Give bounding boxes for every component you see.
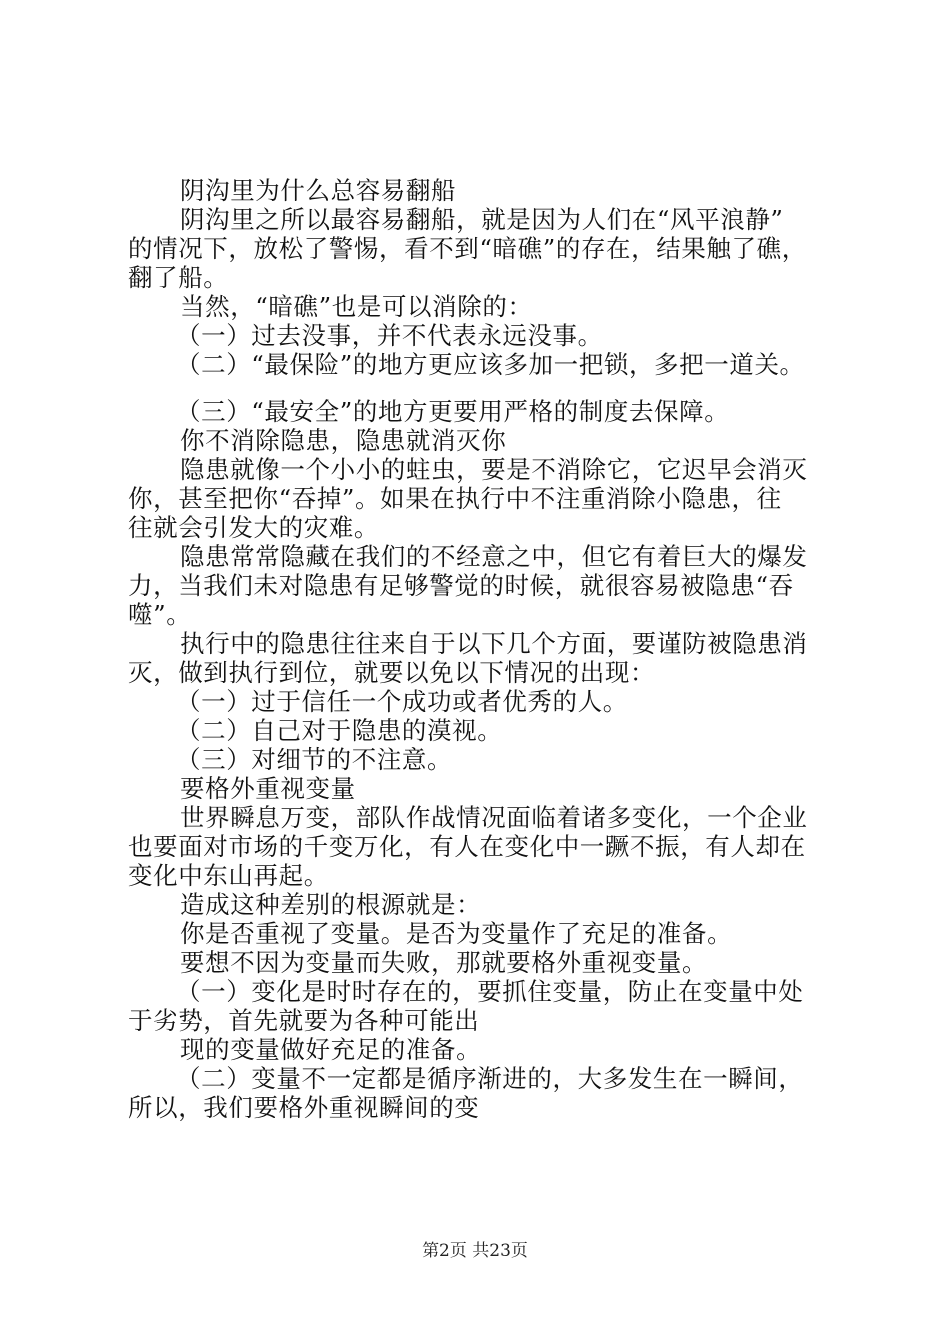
paragraph-line: 的情况下，放松了警惕，看不到“暗礁”的存在，结果触了礁，	[128, 234, 807, 263]
paragraph-line: 力，当我们未对隐患有足够警觉的时候，就很容易被隐患“吞	[128, 571, 794, 600]
paragraph-line: 也要面对市场的千变万化，有人在变化中一蹶不振，有人却在	[128, 832, 806, 861]
list-item: （一）变化是时时存在的，要抓住变量，防止在变量中处	[176, 977, 804, 1006]
paragraph-line: 隐患常常隐藏在我们的不经意之中，但它有着巨大的爆发	[180, 542, 808, 571]
paragraph-line: 所以，我们要格外重视瞬间的变	[128, 1093, 480, 1122]
paragraph-line: 执行中的隐患往往来自于以下几个方面，要谨防被隐患消	[180, 629, 808, 658]
list-item: （一）过于信任一个成功或者优秀的人。	[176, 687, 628, 716]
list-item: （二）“最保险”的地方更应该多加一把锁，多把一道关。	[176, 350, 805, 379]
paragraph-line: 翻了船。	[128, 263, 229, 292]
paragraph-line: 你，甚至把你“吞掉”。如果在执行中不注重消除小隐患，往	[128, 484, 782, 513]
paragraph-line: 阴沟里之所以最容易翻船，就是因为人们在“风平浪静”	[180, 205, 784, 234]
list-item: （一）过去没事，并不代表永远没事。	[176, 321, 603, 350]
paragraph-line: 当然，“暗礁”也是可以消除的：	[180, 292, 533, 321]
paragraph-line: 现的变量做好充足的准备。	[180, 1035, 482, 1064]
list-item: （三）对细节的不注意。	[176, 745, 453, 774]
list-item: （三）“最安全”的地方更要用严格的制度去保障。	[176, 397, 730, 426]
page-number-footer: 第2页 共23页	[422, 1241, 528, 1261]
paragraph-line: 于劣势，首先就要为各种可能出	[128, 1006, 480, 1035]
section-heading: 你不消除隐患，隐患就消灭你	[180, 426, 507, 455]
section-heading: 要格外重视变量	[180, 774, 356, 803]
paragraph-line: 噬”。	[128, 600, 192, 629]
document-body	[128, 176, 838, 1122]
paragraph-line: 变化中东山再起。	[128, 861, 329, 890]
paragraph-line: 世界瞬息万变，部队作战情况面临着诸多变化，一个企业	[180, 803, 808, 832]
paragraph-line: 造成这种差别的根源就是：	[180, 890, 482, 919]
section-heading: 阴沟里为什么总容易翻船	[180, 176, 457, 205]
paragraph-line: 要想不因为变量而失败，那就要格外重视变量。	[180, 948, 708, 977]
list-item: （二）自己对于隐患的漠视。	[176, 716, 503, 745]
paragraph-line: 你是否重视了变量。是否为变量作了充足的准备。	[180, 919, 733, 948]
list-item: （二）变量不一定都是循序渐进的，大多发生在一瞬间，	[176, 1064, 804, 1093]
paragraph-line: 隐患就像一个小小的蛀虫，要是不消除它，它迟早会消灭	[180, 455, 808, 484]
paragraph-line: 灭，做到执行到位，就要以免以下情况的出现：	[128, 658, 656, 687]
paragraph-line: 往就会引发大的灾难。	[128, 513, 379, 542]
